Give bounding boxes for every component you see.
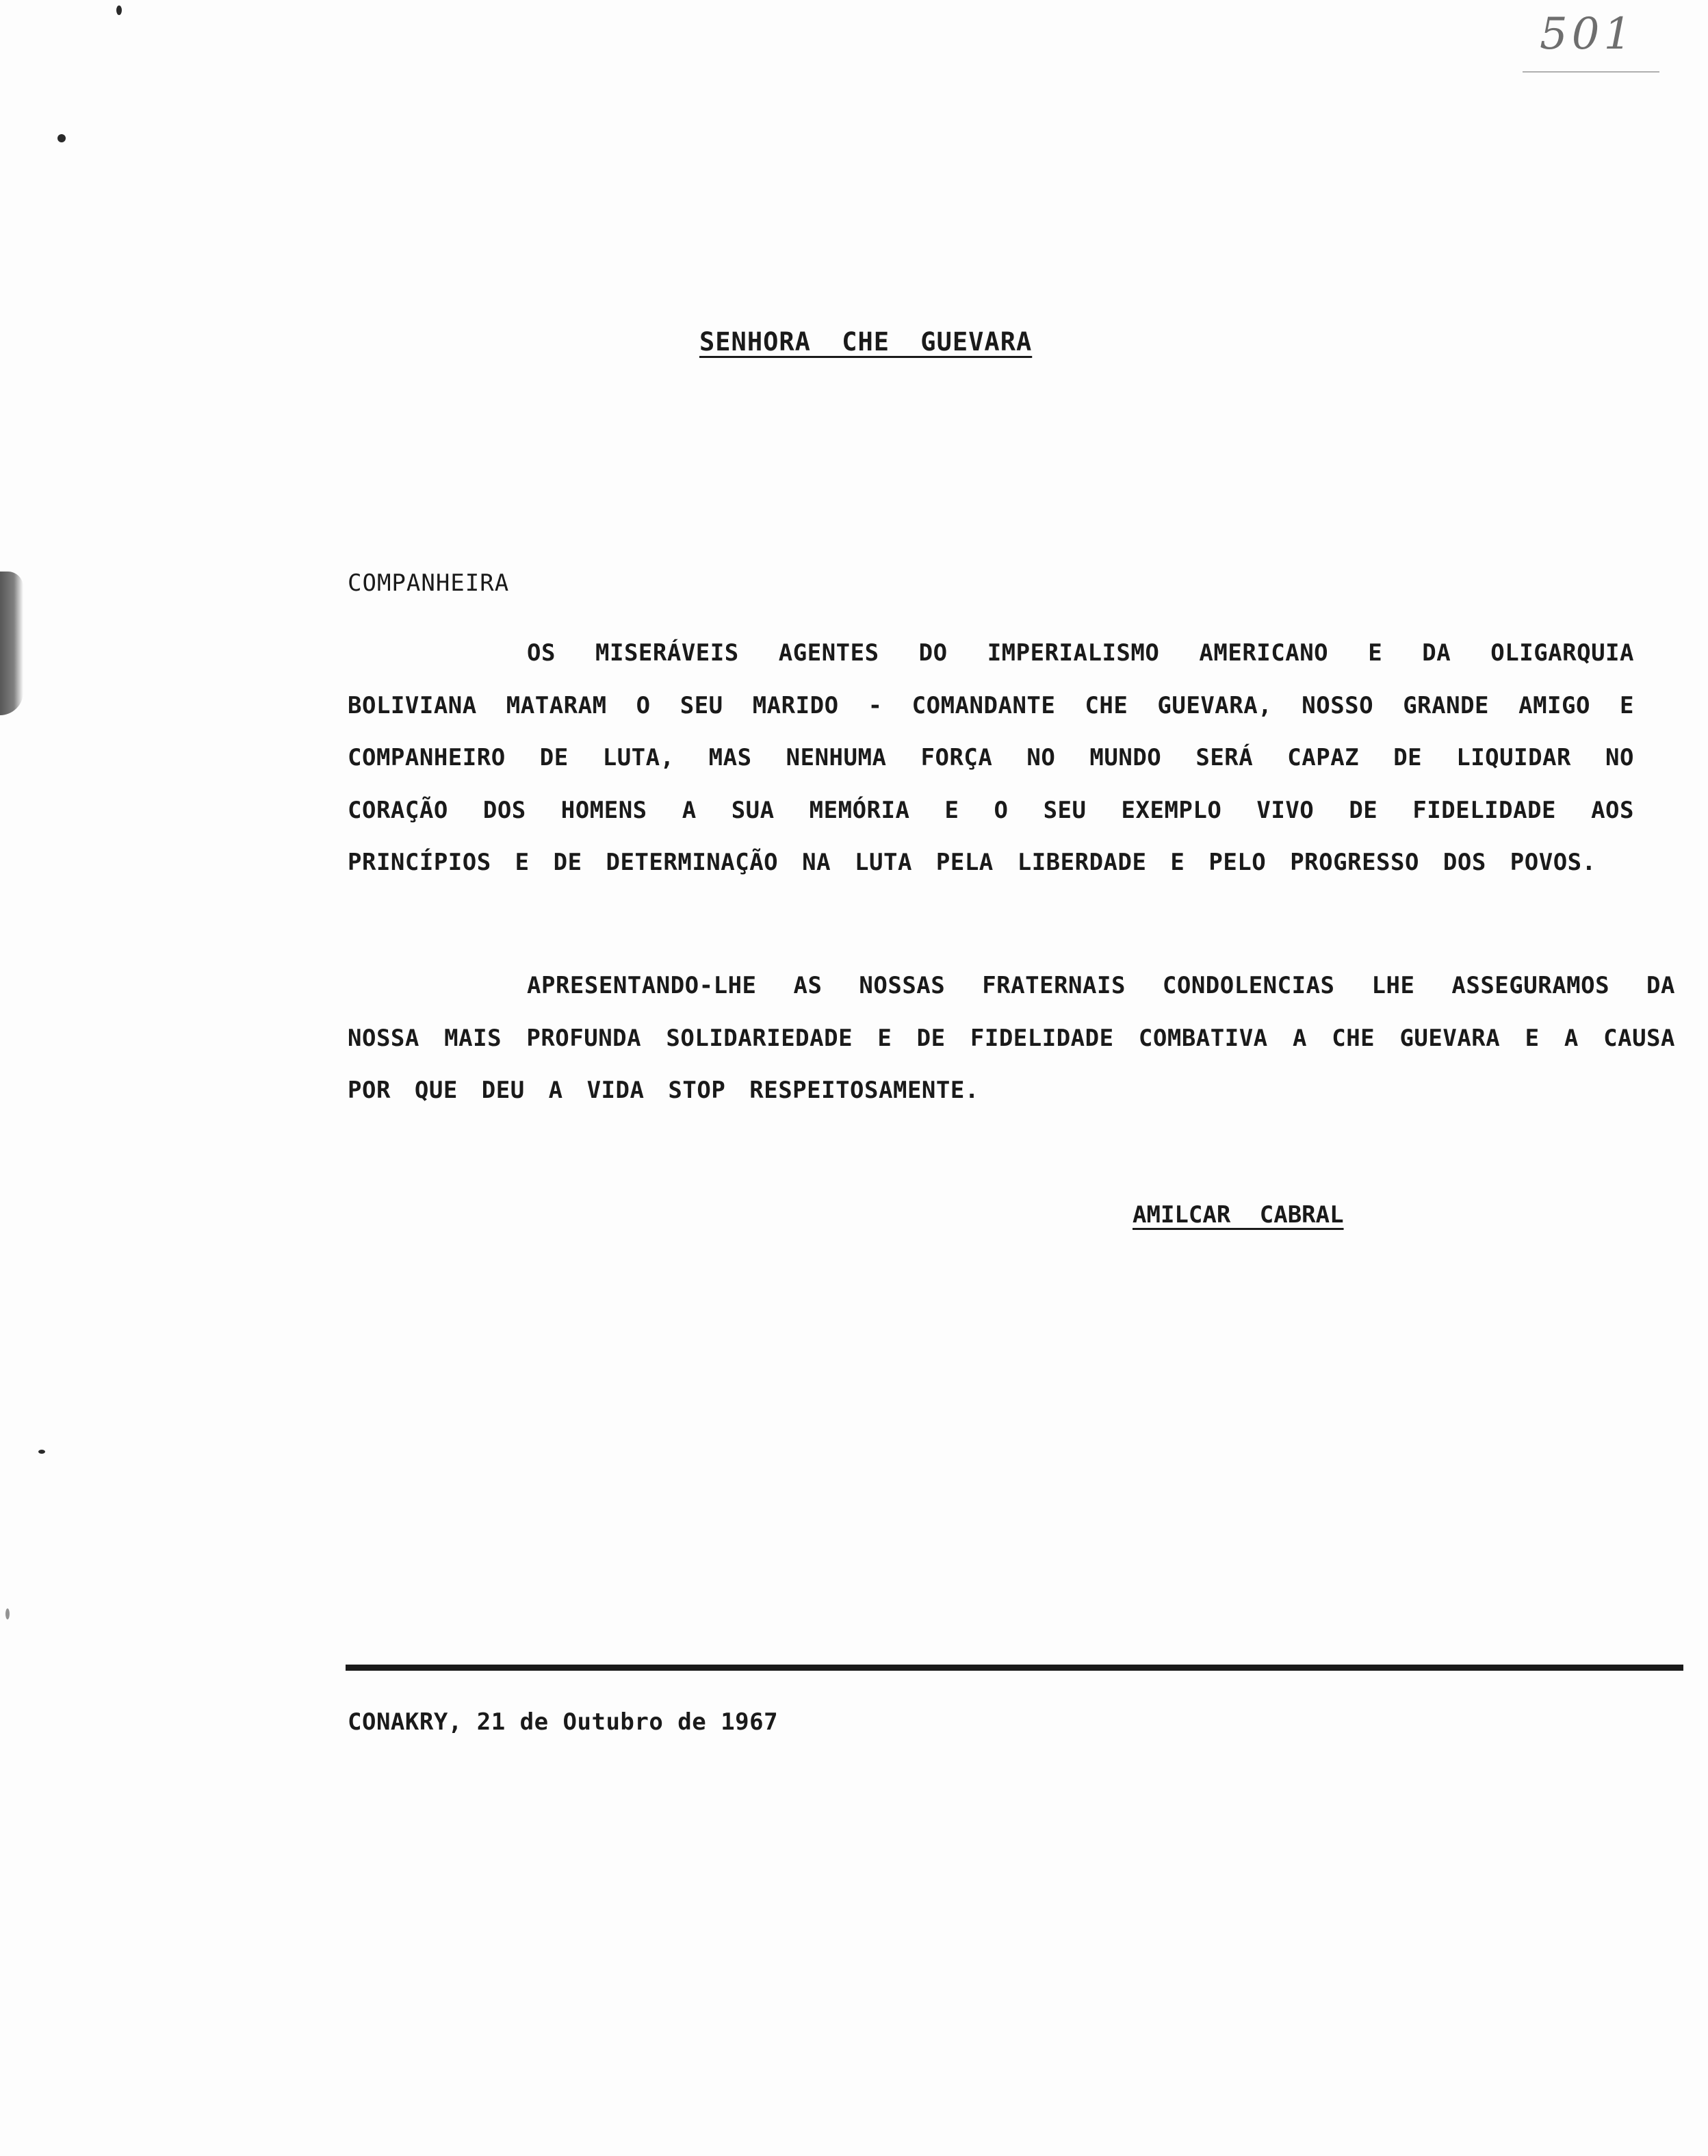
letter-title: SENHORA CHE GUEVARA xyxy=(699,327,1033,357)
horizontal-rule xyxy=(346,1665,1683,1671)
scan-speck xyxy=(5,1608,10,1619)
salutation: COMPANHEIRA xyxy=(348,569,510,597)
scan-speck xyxy=(116,5,122,15)
folio-number: 501 xyxy=(1540,9,1636,60)
body-paragraph-1: OS MISERÁVEIS AGENTES DO IMPERIALISMO AMERICANO E DA OLIGARQUIA BOLIVIANA MATARAM O SEU MARIDO - COMANDANTE CHE GUEVARA, NOSSO GRANDE AMIGO E COMPANHEIRO DE LUTA, MAS NENHUMA FORÇA NO MUNDO SERÁ CAPAZ DE LIQUIDAR NO CORAÇÃO DOS HOMENS A SUA MEMÓRIA E O SEU EXEMPLO VIVO DE FIDELIDADE AOS PRINCÍPIOS E DE DETERMINAÇÃO NA LUTA PELA LIBERDADE E PELO PROGRESSO DOS POVOS. xyxy=(348,639,1634,876)
folio-underline xyxy=(1523,71,1659,73)
scan-edge-mark xyxy=(0,572,23,715)
signature: AMILCAR CABRAL xyxy=(1133,1201,1344,1229)
scan-speck xyxy=(38,1450,45,1454)
place-and-date: CONAKRY, 21 de Outubro de 1967 xyxy=(348,1708,779,1736)
scan-speck xyxy=(57,134,66,142)
body-paragraph-2: APRESENTANDO-LHE AS NOSSAS FRATERNAIS CONDOLENCIAS LHE ASSEGURAMOS DA NOSSA MAIS PROFUNDA SOLIDARIEDADE E DE FIDELIDADE COMBATIVA A CHE GUEVARA E A CAUSA POR QUE DEU A VIDA STOP RESPEITOSAMENTE. xyxy=(348,972,1675,1104)
